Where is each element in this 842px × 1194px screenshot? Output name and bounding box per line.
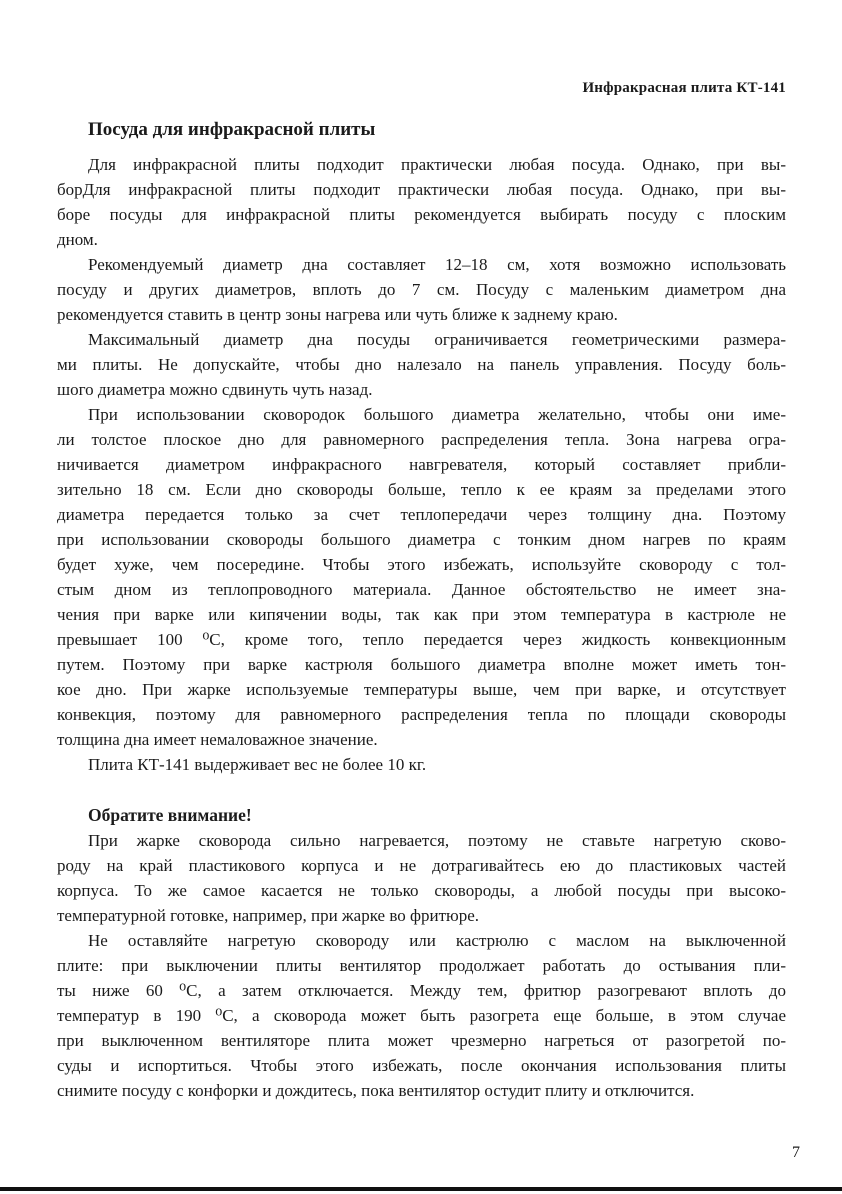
paragraph-notice-fan-cooldown: Не оставляйте нагретую сковороду или кастрюлю с маслом на выключенной плите: при выключении плиты вентилятор продолжает работать до остывания пли- ты ниже 60 ⁰С, а затем отключается. Между тем, фритюр разогревают вплоть до температур в 190 ⁰С, а сковорода может быть разогрета еще больше, в этом случае при выключенном вентиляторе плита может чрезмерно нагреться от разогретой по- суды и испортиться. Чтобы этого избежать, после окончания использования плиты снимите посуду с конфорки и дождитесь, пока вентилятор остудит плиту и отключится.	[57, 931, 786, 1100]
paragraph-max-diameter: Максимальный диаметр дна посуды ограничивается геометрическими размера- ми плиты. Не допускайте, чтобы дно налезало на панель управления. Посуду боль- шого диаметра можно сдвинуть чуть назад.	[57, 330, 786, 399]
notice-heading: Обратите внимание!	[88, 805, 252, 825]
section-heading: Посуда для инфракрасной плиты	[88, 119, 376, 140]
page-number: 7	[792, 1144, 800, 1161]
paragraph-max-weight: Плита КТ-141 выдерживает вес не более 10 кг.	[88, 755, 427, 774]
paragraph-cookware-intro: Для инфракрасной плиты подходит практически любая посуда. Однако, при вы- борДля инфракрасной плиты подходит практически любая посуда. Однако, при вы- боре посуды для инфракрасной плиты рекомендуется выбирать посуду с плоским дном.	[57, 155, 786, 249]
paragraph-notice-hot-pan: При жарке сковорода сильно нагревается, поэтому не ставьте нагретую сково- роду на край пластикового корпуса и не дотрагивайтесь ею до пластиковых частей корпуса. То же самое касается не только сковороды, а любой посуды при высоко- температурной готовке, например, при жарке во фритюре.	[57, 831, 786, 925]
document-body	[57, 119, 786, 1103]
running-header: Инфракрасная плита КТ-141	[582, 80, 786, 96]
scan-edge-line	[0, 1187, 842, 1191]
paragraph-pan-bottom-thickness: При использовании сковородок большого диаметра желательно, чтобы они име- ли толстое плоское дно для равномерного распределения тепла. Зона нагрева огра- ничивается диаметром инфракрасного навгревателя, который составляет прибли- зительно 18 см. Если дно сковороды больше, тепло к ее краям за пределами этого диаметра передается только за счет теплопередачи через толщину дна. Поэтому при использовании сковороды большого диаметра с тонким дном нагрев по краям будет хуже, чем посередине. Чтобы этого избежать, используйте сковороду с тол- стым дном из теплопроводного материала. Данное обстоятельство не имеет зна- чения при варке или кипячении воды, так как при этом температура в кастрюле не превышает 100 ⁰С, кроме того, тепло передается через жидкость конвекционным путем. Поэтому при варке кастрюля большого диаметра вполне может иметь тон- кое дно. При жарке используемые температуры выше, чем при варке, и отсутствует конвекция, поэтому для равномерного распределения тепла по площади сковороды толщина дна имеет немаловажное значение.	[57, 405, 786, 749]
paragraph-recommended-diameter: Рекомендуемый диаметр дна составляет 12–18 см, хотя возможно использовать посуду и других диаметров, вплоть до 7 см. Посуду с маленьким диаметром дна рекомендуется ставить в центр зоны нагрева или чуть ближе к заднему краю.	[57, 255, 786, 324]
